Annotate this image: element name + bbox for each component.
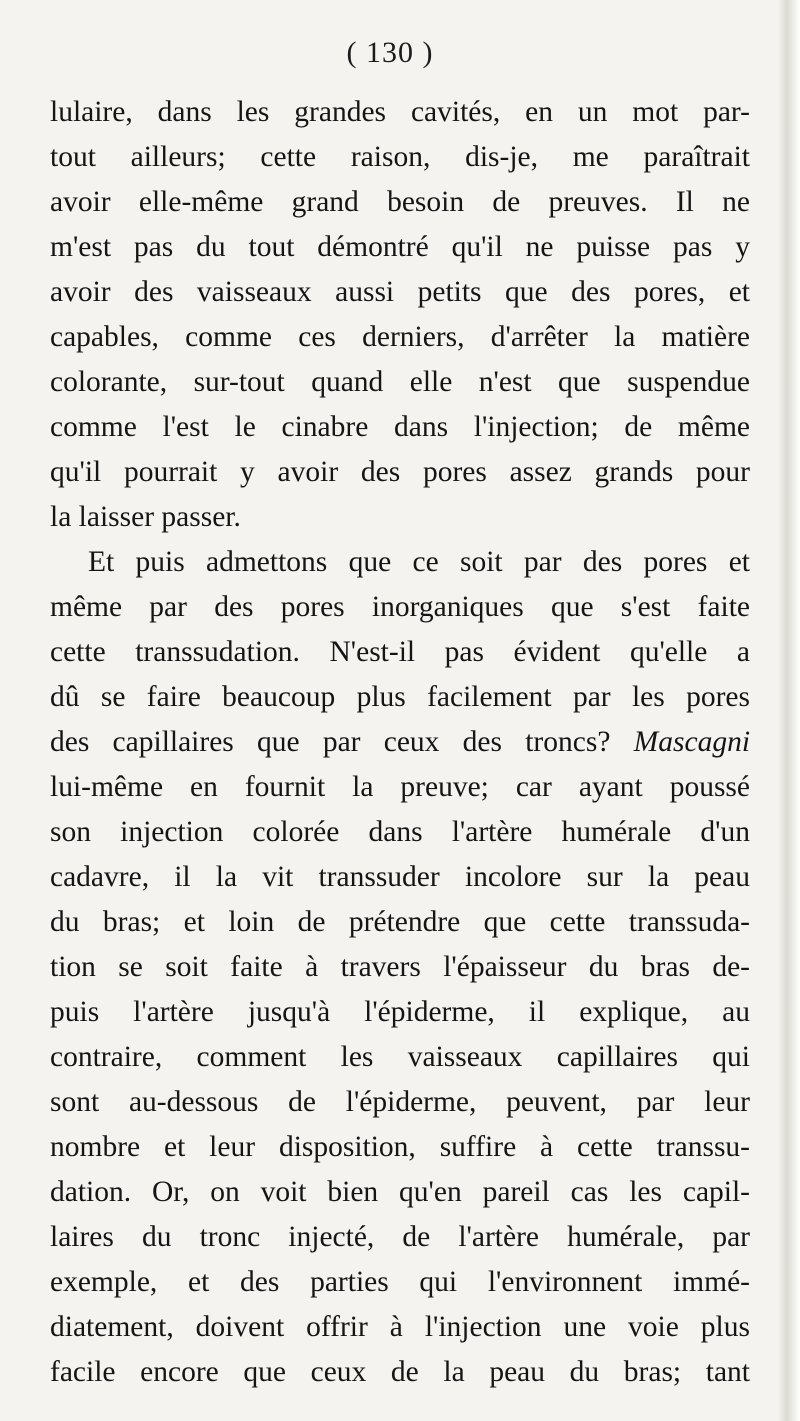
text-line: colorante, sur-tout quand elle n'est que suspendue: [50, 366, 750, 398]
text-line: lui-même en fournit la preuve; car ayant poussé: [50, 771, 750, 803]
text-line: Et puis admettons que ce soit par des pores et: [88, 546, 750, 578]
text-line: m'est pas du tout démontré qu'il ne puisse pas y: [50, 231, 750, 263]
text-line: comme l'est le cinabre dans l'injection; de même: [50, 411, 750, 443]
text-line: dation. Or, on voit bien qu'en pareil cas les capil-: [50, 1176, 750, 1208]
text-line: même par des pores inorganiques que s'est faite: [50, 591, 750, 623]
text-line: tion se soit faite à travers l'épaisseur du bras de-: [50, 951, 750, 983]
text-line: capables, comme ces derniers, d'arrêter la matière: [50, 321, 750, 353]
text-line: exemple, et des parties qui l'environnent immé-: [50, 1266, 750, 1298]
text-line: cette transsudation. N'est-il pas évident qu'elle a: [50, 636, 750, 668]
page-edge: [778, 0, 800, 1421]
text-line: puis l'artère jusqu'à l'épiderme, il explique, au: [50, 996, 750, 1028]
text-line: facile encore que ceux de la peau du bras; tant: [50, 1356, 750, 1388]
text-line-with-name: [50, 720, 750, 765]
text-line: nombre et leur disposition, suffire à cette transsu-: [50, 1131, 750, 1163]
text-line: cadavre, il la vit transsuder incolore sur la peau: [50, 861, 750, 893]
text-line: laires du tronc injecté, de l'artère humérale, par: [50, 1221, 750, 1253]
text-line: la laisser passer.: [50, 501, 241, 533]
text-line: dû se faire beaucoup plus facilement par les pores: [50, 681, 750, 713]
text-line: qu'il pourrait y avoir des pores assez grands pour: [50, 456, 750, 488]
text-line: lulaire, dans les grandes cavités, en un mot par-: [50, 96, 750, 128]
page-number: ( 130 ): [346, 36, 434, 69]
author-name: Mascagni: [633, 726, 751, 758]
paragraph-1: [50, 90, 750, 540]
text-line: avoir elle-même grand besoin de preuves. Il ne: [50, 186, 750, 218]
text-line: tout ailleurs; cette raison, dis-je, me paraîtrait: [50, 141, 750, 173]
paragraph-2: [50, 540, 750, 1395]
text-line: contraire, comment les vaisseaux capillaires qui: [50, 1041, 750, 1073]
text-fragment: des capillaires que par ceux des troncs?: [50, 726, 611, 758]
text-line: son injection colorée dans l'artère humérale d'un: [50, 816, 750, 848]
text-line: diatement, doivent offrir à l'injection une voie plus: [50, 1311, 750, 1343]
body-text: [50, 90, 750, 1395]
text-line: sont au-dessous de l'épiderme, peuvent, par leur: [50, 1086, 750, 1118]
text-line: avoir des vaisseaux aussi petits que des pores, et: [50, 276, 750, 308]
text-line: du bras; et loin de prétendre que cette transsuda-: [50, 906, 750, 938]
